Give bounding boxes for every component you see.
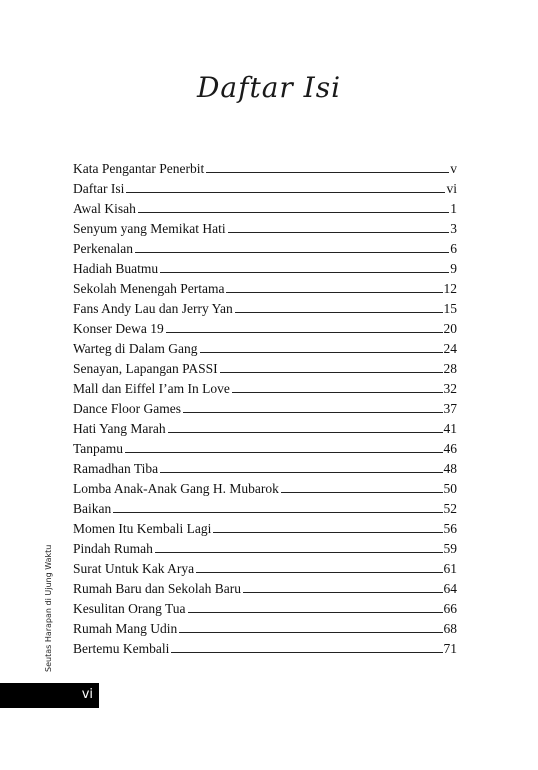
toc-leader-line xyxy=(113,512,442,513)
toc-leader-line xyxy=(220,372,443,373)
toc-entry-page: 52 xyxy=(443,501,457,516)
toc-entry xyxy=(73,279,457,299)
toc-entry-page: 6 xyxy=(450,241,457,256)
toc-entry xyxy=(73,439,457,459)
page-title: Daftar Isi xyxy=(196,70,342,104)
toc-leader-line xyxy=(196,572,442,573)
toc-leader-line xyxy=(228,232,450,233)
toc-entry xyxy=(73,599,457,619)
toc-entry xyxy=(73,359,457,379)
toc-entry-title: Kata Pengantar Penerbit xyxy=(73,161,205,176)
toc-entry-title: Warteg di Dalam Gang xyxy=(73,341,198,356)
toc-entry-title: Rumah Mang Udin xyxy=(73,621,178,636)
running-book-title: Seutas Harapan di Ujung Waktu xyxy=(44,544,53,672)
toc-entry-title: Lomba Anak-Anak Gang H. Mubarok xyxy=(73,481,279,496)
toc-entry-title: Awal Kisah xyxy=(73,201,136,216)
toc-entry-title: Ramadhan Tiba xyxy=(73,461,159,476)
toc-entry-page: 20 xyxy=(443,321,457,336)
toc-entry xyxy=(73,159,457,179)
toc-entry-title: Hati Yang Marah xyxy=(73,421,166,436)
toc-leader-line xyxy=(171,652,442,653)
toc-entry xyxy=(73,539,457,559)
toc-leader-line xyxy=(235,312,443,313)
toc-entry-page: 56 xyxy=(443,521,457,536)
toc-entry xyxy=(73,379,457,399)
toc-entry-title: Fans Andy Lau dan Jerry Yan xyxy=(73,301,233,316)
toc-entry-page: 64 xyxy=(443,581,457,596)
toc-entry xyxy=(73,479,457,499)
toc-leader-line xyxy=(155,552,443,553)
toc-entry-page: 24 xyxy=(443,341,457,356)
toc-entry xyxy=(73,199,457,219)
toc-entry-page: 59 xyxy=(443,541,457,556)
toc-entry-page: 71 xyxy=(443,641,457,656)
toc-entry xyxy=(73,419,457,439)
toc-entry-page: 9 xyxy=(450,261,457,276)
toc-leader-line xyxy=(160,272,449,273)
toc-entry-page: 68 xyxy=(443,621,457,636)
toc-entry xyxy=(73,319,457,339)
toc-leader-line xyxy=(138,212,449,213)
toc-leader-line xyxy=(126,192,445,193)
toc-entry-title: Surat Untuk Kak Arya xyxy=(73,561,195,576)
toc-entry xyxy=(73,519,457,539)
toc-leader-line xyxy=(281,492,443,493)
toc-entry xyxy=(73,579,457,599)
toc-entry-title: Konser Dewa 19 xyxy=(73,321,164,336)
toc-entry-page: 61 xyxy=(443,561,457,576)
toc-entry-page: 66 xyxy=(443,601,457,616)
toc-entry-page: 1 xyxy=(450,201,457,216)
toc-entry-page: v xyxy=(450,161,457,176)
toc-entry xyxy=(73,239,457,259)
toc-entry xyxy=(73,179,457,199)
toc-entry-title: Senayan, Lapangan PASSI xyxy=(73,361,218,376)
toc-entry-page: vi xyxy=(446,181,457,196)
toc-leader-line xyxy=(243,592,443,593)
toc-entry-title: Sekolah Menengah Pertama xyxy=(73,281,225,296)
toc-entry-title: Rumah Baru dan Sekolah Baru xyxy=(73,581,241,596)
page-number: vi xyxy=(81,687,93,702)
toc-entry xyxy=(73,219,457,239)
toc-entry-page: 32 xyxy=(443,381,457,396)
toc-leader-line xyxy=(179,632,442,633)
toc-entry-title: Senyum yang Memikat Hati xyxy=(73,221,226,236)
toc-entry-page: 3 xyxy=(450,221,457,236)
toc-entry-page: 41 xyxy=(443,421,457,436)
table-of-contents xyxy=(73,159,457,659)
toc-entry xyxy=(73,399,457,419)
toc-entry-page: 15 xyxy=(443,301,457,316)
toc-entry xyxy=(73,619,457,639)
toc-entry-title: Mall dan Eiffel I’am In Love xyxy=(73,381,230,396)
toc-entry-title: Baikan xyxy=(73,501,112,516)
toc-entry-title: Bertemu Kembali xyxy=(73,641,170,656)
toc-entry xyxy=(73,299,457,319)
toc-leader-line xyxy=(206,172,449,173)
toc-entry-page: 46 xyxy=(443,441,457,456)
toc-entry-title: Tanpamu xyxy=(73,441,124,456)
toc-entry xyxy=(73,639,457,659)
toc-leader-line xyxy=(160,472,442,473)
toc-leader-line xyxy=(232,392,443,393)
toc-leader-line xyxy=(188,612,443,613)
toc-entry-title: Kesulitan Orang Tua xyxy=(73,601,186,616)
toc-leader-line xyxy=(166,332,443,333)
toc-entry-title: Hadiah Buatmu xyxy=(73,261,159,276)
toc-leader-line xyxy=(168,432,443,433)
toc-entry-page: 28 xyxy=(443,361,457,376)
toc-entry-title: Perkenalan xyxy=(73,241,133,256)
toc-entry xyxy=(73,259,457,279)
page-number-tab xyxy=(0,683,99,708)
toc-entry-page: 12 xyxy=(443,281,457,296)
toc-leader-line xyxy=(125,452,442,453)
toc-leader-line xyxy=(135,252,449,253)
toc-leader-line xyxy=(213,532,442,533)
toc-entry-page: 37 xyxy=(443,401,457,416)
toc-entry xyxy=(73,459,457,479)
toc-entry xyxy=(73,559,457,579)
toc-leader-line xyxy=(183,412,443,413)
toc-entry-title: Momen Itu Kembali Lagi xyxy=(73,521,212,536)
toc-entry xyxy=(73,499,457,519)
toc-entry-page: 50 xyxy=(443,481,457,496)
toc-entry xyxy=(73,339,457,359)
toc-leader-line xyxy=(200,352,443,353)
toc-entry-page: 48 xyxy=(443,461,457,476)
toc-entry-title: Daftar Isi xyxy=(73,181,125,196)
toc-entry-title: Pindah Rumah xyxy=(73,541,153,556)
toc-leader-line xyxy=(226,292,442,293)
toc-entry-title: Dance Floor Games xyxy=(73,401,181,416)
